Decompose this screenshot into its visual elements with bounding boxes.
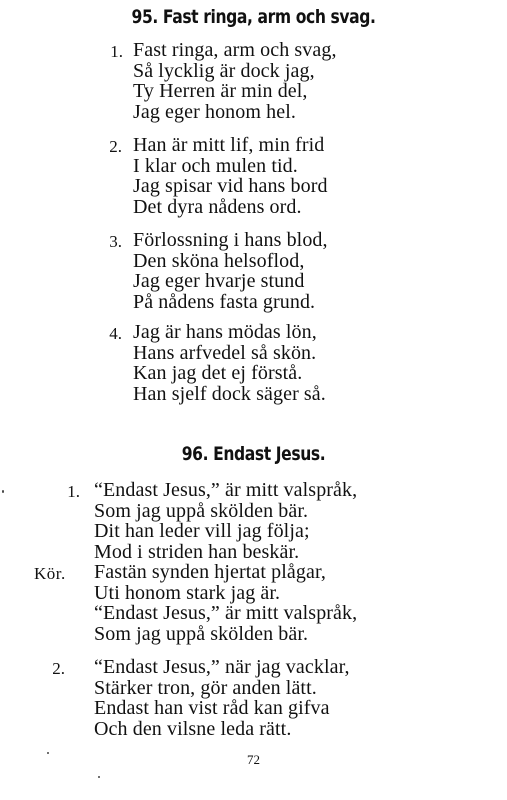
- verse-line: Fast ringa, arm och svag,: [133, 39, 337, 61]
- verse-line: På nådens fasta grund.: [133, 290, 316, 313]
- verse-line: Hans arfvedel så skön.: [133, 341, 317, 364]
- verse-number: 2.: [109, 137, 122, 156]
- verse-line: “Endast Jesus,” är mitt valspråk,: [94, 479, 358, 501]
- hymn-title-96: 96. Endast Jesus.: [181, 443, 326, 465]
- print-speck: [98, 776, 100, 778]
- verse-number: 3.: [109, 232, 122, 251]
- verse-line: Jag är hans mödas lön,: [133, 321, 317, 343]
- verse-number: 1.: [67, 482, 80, 501]
- verse-line: Det dyra nådens ord.: [133, 195, 302, 218]
- verse-line: Han sjelf dock säger så.: [133, 382, 326, 405]
- verse-line: Mod i striden han beskär.: [94, 540, 300, 563]
- verse-line: Jag eger honom hel.: [133, 100, 296, 123]
- verse-line: Den sköna helsoflod,: [133, 249, 305, 272]
- verse-number: 4.: [109, 324, 122, 343]
- verse-line: I klar och mulen tid.: [133, 154, 298, 177]
- verse-line: Fastän synden hjertat plågar,: [94, 561, 327, 583]
- verse-line: Han är mitt lif, min frid: [133, 134, 325, 156]
- verse-line: Dit han leder vill jag följa;: [94, 520, 310, 542]
- print-speck: [47, 752, 49, 754]
- print-speck: [2, 490, 4, 493]
- chorus-label: Kör.: [34, 564, 66, 583]
- verse-line: Jag eger hvarje stund: [133, 270, 305, 292]
- verse-line: Ty Herren är min del,: [133, 80, 308, 102]
- verse-line: Och den vilsne leda rätt.: [94, 717, 292, 740]
- verse-line: Jag spisar vid hans bord: [133, 175, 328, 197]
- verse-line: Stärker tron, gör anden lätt.: [94, 676, 317, 699]
- verse-line: Endast han vist råd kan gifva: [94, 697, 330, 719]
- verse-line: “Endast Jesus,” är mitt valspråk,: [94, 602, 358, 624]
- verse-line: Uti honom stark jag är.: [94, 581, 281, 604]
- verse-line: Kan jag det ej förstå.: [133, 362, 303, 384]
- verse-number: 1.: [110, 42, 123, 61]
- verse-number: 2.: [52, 659, 65, 678]
- page-number: 72: [247, 752, 260, 767]
- verse-line: Förlossning i hans blod,: [133, 229, 328, 251]
- verse-line: Så lycklig är dock jag,: [133, 59, 315, 82]
- verse-line: Som jag uppå skölden bär.: [94, 622, 309, 645]
- verse-line: “Endast Jesus,” när jag vacklar,: [94, 656, 350, 678]
- hymn-title-95: 95. Fast ringa, arm och svag.: [131, 6, 376, 28]
- verse-line: Som jag uppå skölden bär.: [94, 499, 309, 522]
